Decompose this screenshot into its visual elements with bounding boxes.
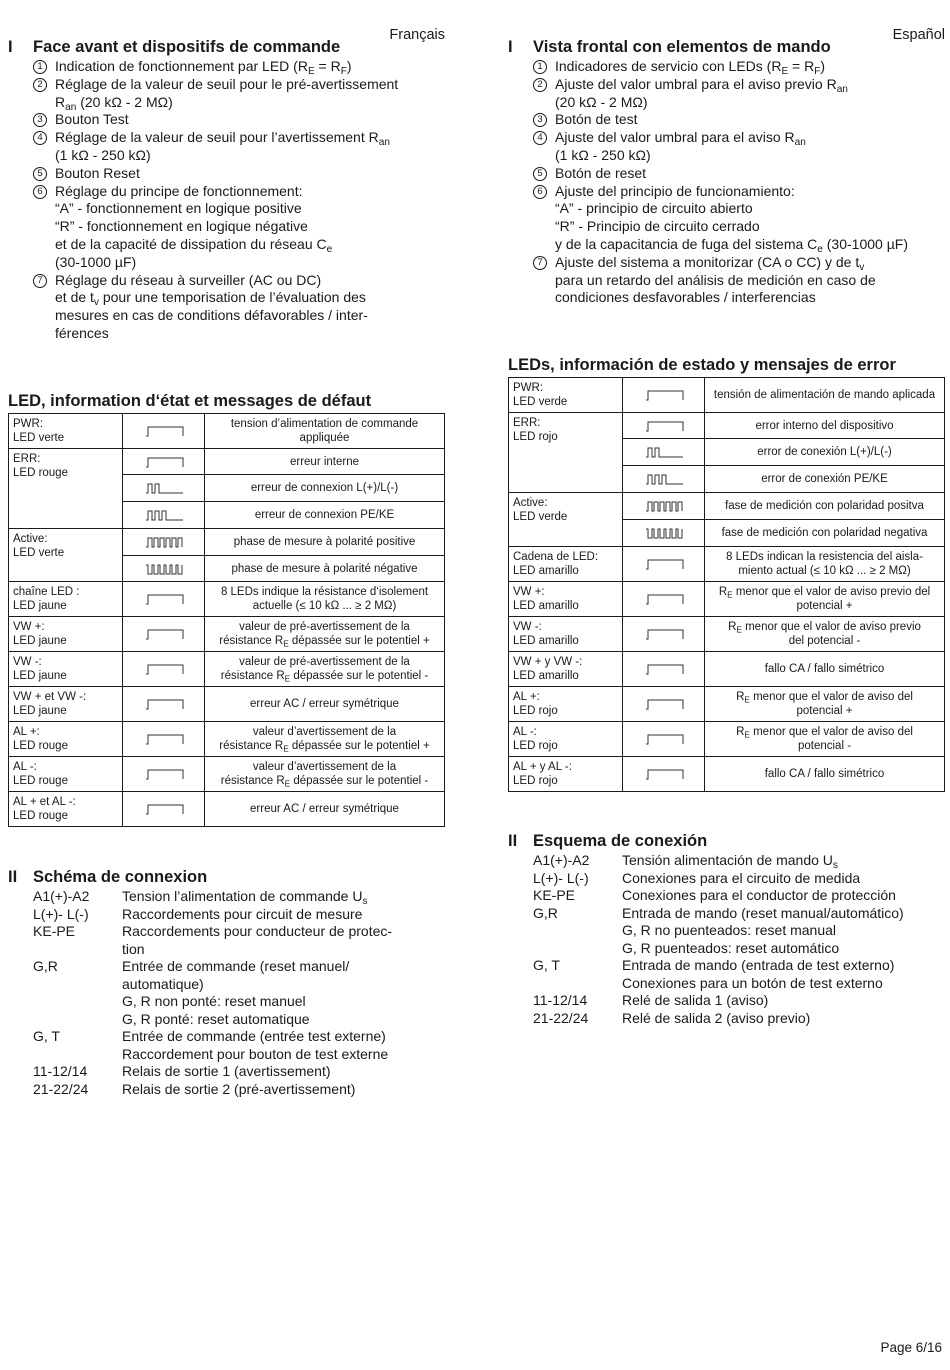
circled-number-4: 4 bbox=[533, 131, 547, 145]
table-row bbox=[509, 722, 945, 757]
terminal-description: Conexiones para el conductor de protección bbox=[622, 887, 896, 903]
led-signal-cell bbox=[623, 582, 705, 617]
led-description-cell: 8 LEDs indican la resistencia del aisla- miento actual (≤ 10 kΩ ... ≥ 2 MΩ) bbox=[705, 547, 945, 582]
list-item bbox=[33, 76, 433, 112]
led-signal-cell bbox=[123, 502, 205, 529]
led-signal-cell bbox=[623, 757, 705, 792]
led-signal-cell bbox=[623, 652, 705, 687]
control-elements-list bbox=[33, 58, 433, 343]
led-label-cell: Active: LED verte bbox=[9, 529, 123, 582]
led-signal-cell bbox=[123, 687, 205, 722]
circled-number-2: 2 bbox=[533, 78, 547, 92]
circled-number-1: 1 bbox=[533, 60, 547, 74]
terminal-description: Conexiones para el circuito de medida bbox=[622, 869, 861, 886]
signal-waveform-icon bbox=[643, 766, 685, 782]
terminal-label: G, T bbox=[33, 1028, 60, 1044]
signal-waveform-icon bbox=[143, 626, 185, 642]
signal-waveform-icon bbox=[643, 556, 685, 572]
signal-waveform-icon bbox=[143, 801, 185, 817]
led-signal-cell bbox=[123, 792, 205, 827]
signal-waveform-icon bbox=[143, 423, 185, 439]
circled-number-5: 5 bbox=[533, 167, 547, 181]
led-status-table bbox=[8, 413, 445, 827]
table-row bbox=[9, 617, 445, 652]
table-row bbox=[9, 757, 445, 792]
signal-waveform-icon bbox=[643, 696, 685, 712]
led-signal-cell bbox=[123, 582, 205, 617]
list-item-text: Ajuste del valor umbral para el aviso $R_{an}$ (1 kΩ - 250 kΩ) bbox=[555, 129, 806, 163]
terminal-label: L(+)- L(-) bbox=[533, 869, 589, 886]
table-row bbox=[509, 757, 945, 792]
circled-number-7: 7 bbox=[533, 256, 547, 270]
signal-waveform-icon bbox=[643, 525, 685, 541]
terminal-description: Tensión alimentación de mando $U_s$ bbox=[622, 852, 838, 872]
led-status-table bbox=[508, 377, 945, 792]
wiring-row bbox=[533, 1010, 904, 1028]
led-label-cell: VW +: LED amarillo bbox=[509, 582, 623, 617]
terminal-label: G,R bbox=[33, 958, 58, 974]
led-signal-cell bbox=[623, 378, 705, 413]
terminal-description: Relais de sortie 1 (avertissement) bbox=[122, 1063, 331, 1079]
page-number: Page 6/16 bbox=[880, 1340, 942, 1355]
led-label-cell: VW -: LED jaune bbox=[9, 652, 123, 687]
led-description-cell: $R_E$ menor que el valor de aviso previo del potencial + bbox=[705, 582, 945, 617]
table-row bbox=[9, 722, 445, 757]
wiring-row bbox=[33, 923, 392, 958]
terminal-label: 21-22/24 bbox=[33, 1080, 89, 1097]
table-row bbox=[9, 687, 445, 722]
led-signal-cell bbox=[123, 529, 205, 556]
signal-waveform-icon bbox=[143, 591, 185, 607]
signal-waveform-icon bbox=[643, 387, 685, 403]
led-description-cell: valeur de pré-avertissement de la résistance $R_E$ dépassée sur le potentiel + bbox=[205, 617, 445, 652]
led-signal-cell bbox=[123, 652, 205, 687]
wiring-row bbox=[33, 958, 392, 1028]
table-row bbox=[509, 687, 945, 722]
signal-waveform-icon bbox=[143, 766, 185, 782]
led-signal-cell bbox=[123, 556, 205, 582]
list-item-text: Indicadores de servicio con LEDs $(R_E = R_F)$ bbox=[555, 58, 826, 78]
led-description-cell: erreur de connexion PE/KE bbox=[205, 502, 445, 529]
list-item bbox=[533, 76, 945, 112]
table-row bbox=[9, 449, 445, 475]
wiring-row bbox=[533, 905, 904, 958]
wiring-row bbox=[533, 887, 904, 905]
table-row bbox=[509, 547, 945, 582]
terminal-description: Relé de salida 1 (aviso) bbox=[622, 992, 769, 1008]
wiring-diagram-list bbox=[33, 888, 392, 1098]
list-item-text: Ajuste del principio de funcionamiento: “A” - principio de circuito abierto “R” - Principio de circuito cerrado y de la capacitancia de fuga del sistema $C_e$ (30-1000 µF) bbox=[555, 182, 908, 255]
circled-number-6: 6 bbox=[33, 185, 47, 199]
led-label-cell: AL -: LED rojo bbox=[509, 722, 623, 757]
list-item-text: Réglage du principe de fonctionnement: “A” - fonctionnement en logique positive “R” - fonctionnement en logique négative et de la capacité de dissipation du réseau $C_e$ (30-1000 µF) bbox=[55, 182, 333, 270]
led-description-cell: tension d’alimentation de commande appliquée bbox=[205, 414, 445, 449]
table-row bbox=[9, 414, 445, 449]
circled-number-6: 6 bbox=[533, 185, 547, 199]
list-item bbox=[33, 58, 433, 76]
wiring-row bbox=[533, 957, 904, 992]
table-row bbox=[509, 652, 945, 687]
list-item-text: Indication de fonctionnement par LED $(R_E = R_F)$ bbox=[55, 58, 352, 78]
led-description-cell: erreur AC / erreur symétrique bbox=[205, 687, 445, 722]
signal-waveform-icon bbox=[143, 696, 185, 712]
signal-waveform-icon bbox=[643, 444, 685, 460]
led-label-cell: ERR: LED rouge bbox=[9, 449, 123, 529]
led-signal-cell bbox=[123, 757, 205, 792]
wiring-row bbox=[533, 870, 904, 888]
led-label-cell: AL -: LED rouge bbox=[9, 757, 123, 792]
led-description-cell: tensión de alimentación de mando aplicada bbox=[705, 378, 945, 413]
led-label-cell: AL +: LED rojo bbox=[509, 687, 623, 722]
table-row bbox=[9, 582, 445, 617]
signal-waveform-icon bbox=[643, 731, 685, 747]
circled-number-2: 2 bbox=[33, 78, 47, 92]
wiring-row bbox=[33, 1081, 392, 1099]
led-signal-cell bbox=[123, 414, 205, 449]
terminal-description: Relais de sortie 2 (pré-avertissement) bbox=[122, 1080, 356, 1097]
led-signal-cell bbox=[623, 413, 705, 439]
led-label-cell: VW + y VW -: LED amarillo bbox=[509, 652, 623, 687]
terminal-label: 11-12/14 bbox=[33, 1063, 88, 1079]
terminal-label: KE-PE bbox=[533, 887, 576, 903]
led-signal-cell bbox=[623, 439, 705, 466]
list-item bbox=[533, 183, 945, 254]
control-elements-list bbox=[533, 58, 945, 307]
led-description-cell: valeur de pré-avertissement de la résistance $R_E$ dépassée sur le potentiel - bbox=[205, 652, 445, 687]
led-description-cell: valeur d’avertissement de la résistance $R_E$ dépassée sur le potentiel - bbox=[205, 757, 445, 792]
list-item-text: Ajuste del sistema a monitorizar (CA o CC) y de $t_v$ para un retardo del análisis de medición en caso de condiciones desfavorables / interferencias bbox=[555, 253, 876, 306]
terminal-label: G,R bbox=[533, 904, 558, 921]
signal-waveform-icon bbox=[643, 661, 685, 677]
circled-number-5: 5 bbox=[33, 167, 47, 181]
list-item bbox=[33, 111, 433, 129]
led-signal-cell bbox=[123, 722, 205, 757]
terminal-label: A1(+)-A2 bbox=[33, 888, 90, 904]
led-description-cell: fallo CA / fallo simétrico bbox=[705, 652, 945, 687]
led-description-cell: error interno del dispositivo bbox=[705, 413, 945, 439]
led-description-cell: error de conexión PE/KE bbox=[705, 466, 945, 493]
list-item bbox=[533, 254, 945, 307]
led-description-cell: phase de mesure à polarité négative bbox=[205, 556, 445, 582]
language-label: Français bbox=[389, 27, 445, 43]
led-description-cell: erreur AC / erreur symétrique bbox=[205, 792, 445, 827]
wiring-diagram-list bbox=[533, 852, 904, 1027]
terminal-description: Entrée de commande (entrée test externe) Raccordement pour bouton de test externe bbox=[122, 1028, 389, 1062]
led-label-cell: AL + et AL -: LED rouge bbox=[9, 792, 123, 827]
terminal-description: Relé de salida 2 (aviso previo) bbox=[622, 1009, 811, 1026]
led-label-cell: AL + y AL -: LED rojo bbox=[509, 757, 623, 792]
signal-waveform-icon bbox=[143, 661, 185, 677]
signal-waveform-icon bbox=[643, 471, 685, 487]
signal-waveform-icon bbox=[643, 591, 685, 607]
signal-waveform-icon bbox=[643, 498, 685, 514]
led-table-title: LEDs, información de estado y mensajes de error bbox=[508, 356, 896, 374]
terminal-label: KE-PE bbox=[33, 923, 76, 939]
list-item bbox=[533, 111, 945, 129]
led-description-cell: error de conexión L(+)/L(-) bbox=[705, 439, 945, 466]
wiring-row bbox=[33, 1028, 392, 1063]
led-signal-cell bbox=[623, 466, 705, 493]
led-signal-cell bbox=[623, 547, 705, 582]
list-item bbox=[33, 183, 433, 272]
table-row bbox=[9, 529, 445, 556]
signal-waveform-icon bbox=[143, 534, 185, 550]
wiring-row bbox=[533, 852, 904, 870]
table-row bbox=[9, 652, 445, 687]
table-row bbox=[509, 413, 945, 439]
led-label-cell: ERR: LED rojo bbox=[509, 413, 623, 493]
led-description-cell: $R_E$ menor que el valor de aviso previo del potencial - bbox=[705, 617, 945, 652]
signal-waveform-icon bbox=[143, 731, 185, 747]
terminal-label: L(+)- L(-) bbox=[33, 905, 89, 922]
table-row bbox=[509, 617, 945, 652]
led-signal-cell bbox=[123, 475, 205, 502]
led-signal-cell bbox=[123, 449, 205, 475]
led-signal-cell bbox=[623, 520, 705, 547]
led-signal-cell bbox=[623, 687, 705, 722]
led-table-title: LED, information d‘état et messages de défaut bbox=[8, 392, 372, 410]
wiring-row bbox=[33, 1063, 392, 1081]
wiring-row bbox=[533, 992, 904, 1010]
circled-number-7: 7 bbox=[33, 274, 47, 288]
signal-waveform-icon bbox=[143, 507, 185, 523]
led-signal-cell bbox=[623, 722, 705, 757]
list-item-text: Botón de reset bbox=[555, 164, 647, 181]
terminal-label: G, T bbox=[533, 957, 560, 973]
led-label-cell: AL +: LED rouge bbox=[9, 722, 123, 757]
table-row bbox=[509, 582, 945, 617]
led-description-cell: 8 LEDs indique la résistance d‘isolement actuelle (≤ 10 kΩ ... ≥ 2 MΩ) bbox=[205, 582, 445, 617]
led-signal-cell bbox=[623, 493, 705, 520]
list-item bbox=[533, 165, 945, 183]
led-description-cell: fallo CA / fallo simétrico bbox=[705, 757, 945, 792]
led-description-cell: fase de medición con polaridad positva bbox=[705, 493, 945, 520]
terminal-description: Raccordements pour conducteur de protec- tion bbox=[122, 923, 393, 957]
wiring-row bbox=[33, 888, 392, 906]
list-item bbox=[33, 129, 433, 165]
terminal-description: Entrada de mando (reset manual/automático) G, R no puenteados: reset manual G, R puenteados: reset automático bbox=[622, 904, 904, 956]
terminal-label: 21-22/24 bbox=[533, 1009, 589, 1026]
circled-number-3: 3 bbox=[533, 113, 547, 127]
led-signal-cell bbox=[623, 617, 705, 652]
led-description-cell: $R_E$ menor que el valor de aviso del potencial - bbox=[705, 722, 945, 757]
wiring-row bbox=[33, 906, 392, 924]
list-item-text: Botón de test bbox=[555, 111, 638, 128]
list-item bbox=[533, 129, 945, 165]
led-description-cell: erreur de connexion L(+)/L(-) bbox=[205, 475, 445, 502]
circled-number-4: 4 bbox=[33, 131, 47, 145]
list-item-text: Bouton Reset bbox=[55, 164, 140, 181]
list-item bbox=[33, 165, 433, 183]
language-label: Español bbox=[892, 27, 945, 43]
led-label-cell: Active: LED verde bbox=[509, 493, 623, 547]
signal-waveform-icon bbox=[643, 418, 685, 434]
terminal-label: 11-12/14 bbox=[533, 992, 588, 1008]
table-row bbox=[9, 792, 445, 827]
led-description-cell: valeur d’avertissement de la résistance $R_E$ dépassée sur le potentiel + bbox=[205, 722, 445, 757]
led-label-cell: PWR: LED verde bbox=[509, 378, 623, 413]
terminal-description: Tension l’alimentation de commande $U_s$ bbox=[122, 888, 368, 908]
led-label-cell: Cadena de LED: LED amarillo bbox=[509, 547, 623, 582]
led-description-cell: phase de mesure à polarité positive bbox=[205, 529, 445, 556]
led-signal-cell bbox=[123, 617, 205, 652]
list-item-text: Réglage de la valeur de seuil pour l’avertissement $R_{an}$ (1 kΩ - 250 kΩ) bbox=[55, 129, 390, 163]
led-description-cell: $R_E$ menor que el valor de aviso del potencial + bbox=[705, 687, 945, 722]
signal-waveform-icon bbox=[143, 561, 185, 577]
table-row bbox=[509, 378, 945, 413]
signal-waveform-icon bbox=[643, 626, 685, 642]
led-description-cell: erreur interne bbox=[205, 449, 445, 475]
list-item-text: Ajuste del valor umbral para el aviso previo $R_{an}$ (20 kΩ - 2 MΩ) bbox=[555, 75, 848, 110]
led-label-cell: VW + et VW -: LED jaune bbox=[9, 687, 123, 722]
circled-number-1: 1 bbox=[33, 60, 47, 74]
signal-waveform-icon bbox=[143, 480, 185, 496]
table-row bbox=[509, 493, 945, 520]
terminal-description: Raccordements pour circuit de mesure bbox=[122, 905, 363, 922]
led-description-cell: fase de medición con polaridad negativa bbox=[705, 520, 945, 547]
list-item-text: Réglage de la valeur de seuil pour le pré-avertissement $R_{an}$ (20 kΩ - 2 MΩ) bbox=[55, 75, 399, 113]
list-item bbox=[533, 58, 945, 76]
circled-number-3: 3 bbox=[33, 113, 47, 127]
led-label-cell: VW +: LED jaune bbox=[9, 617, 123, 652]
led-label-cell: VW -: LED amarillo bbox=[509, 617, 623, 652]
list-item-text: Bouton Test bbox=[55, 111, 129, 128]
terminal-description: Entrada de mando (entrada de test externo) Conexiones para un botón de test externo bbox=[622, 957, 895, 991]
terminal-description: Entrée de commande (reset manuel/ automatique) G, R non ponté: reset manuel G, R ponté: reset automatique bbox=[122, 958, 350, 1027]
terminal-label: A1(+)-A2 bbox=[533, 852, 590, 868]
led-label-cell: chaîne LED : LED jaune bbox=[9, 582, 123, 617]
list-item bbox=[33, 272, 433, 343]
list-item-text: Réglage du réseau à surveiller (AC ou DC) et de $t_v$ pour une temporisation de l’évaluation des mesures en cas de conditions défavorables / inter- férences bbox=[55, 271, 368, 341]
signal-waveform-icon bbox=[143, 454, 185, 470]
led-label-cell: PWR: LED verte bbox=[9, 414, 123, 449]
